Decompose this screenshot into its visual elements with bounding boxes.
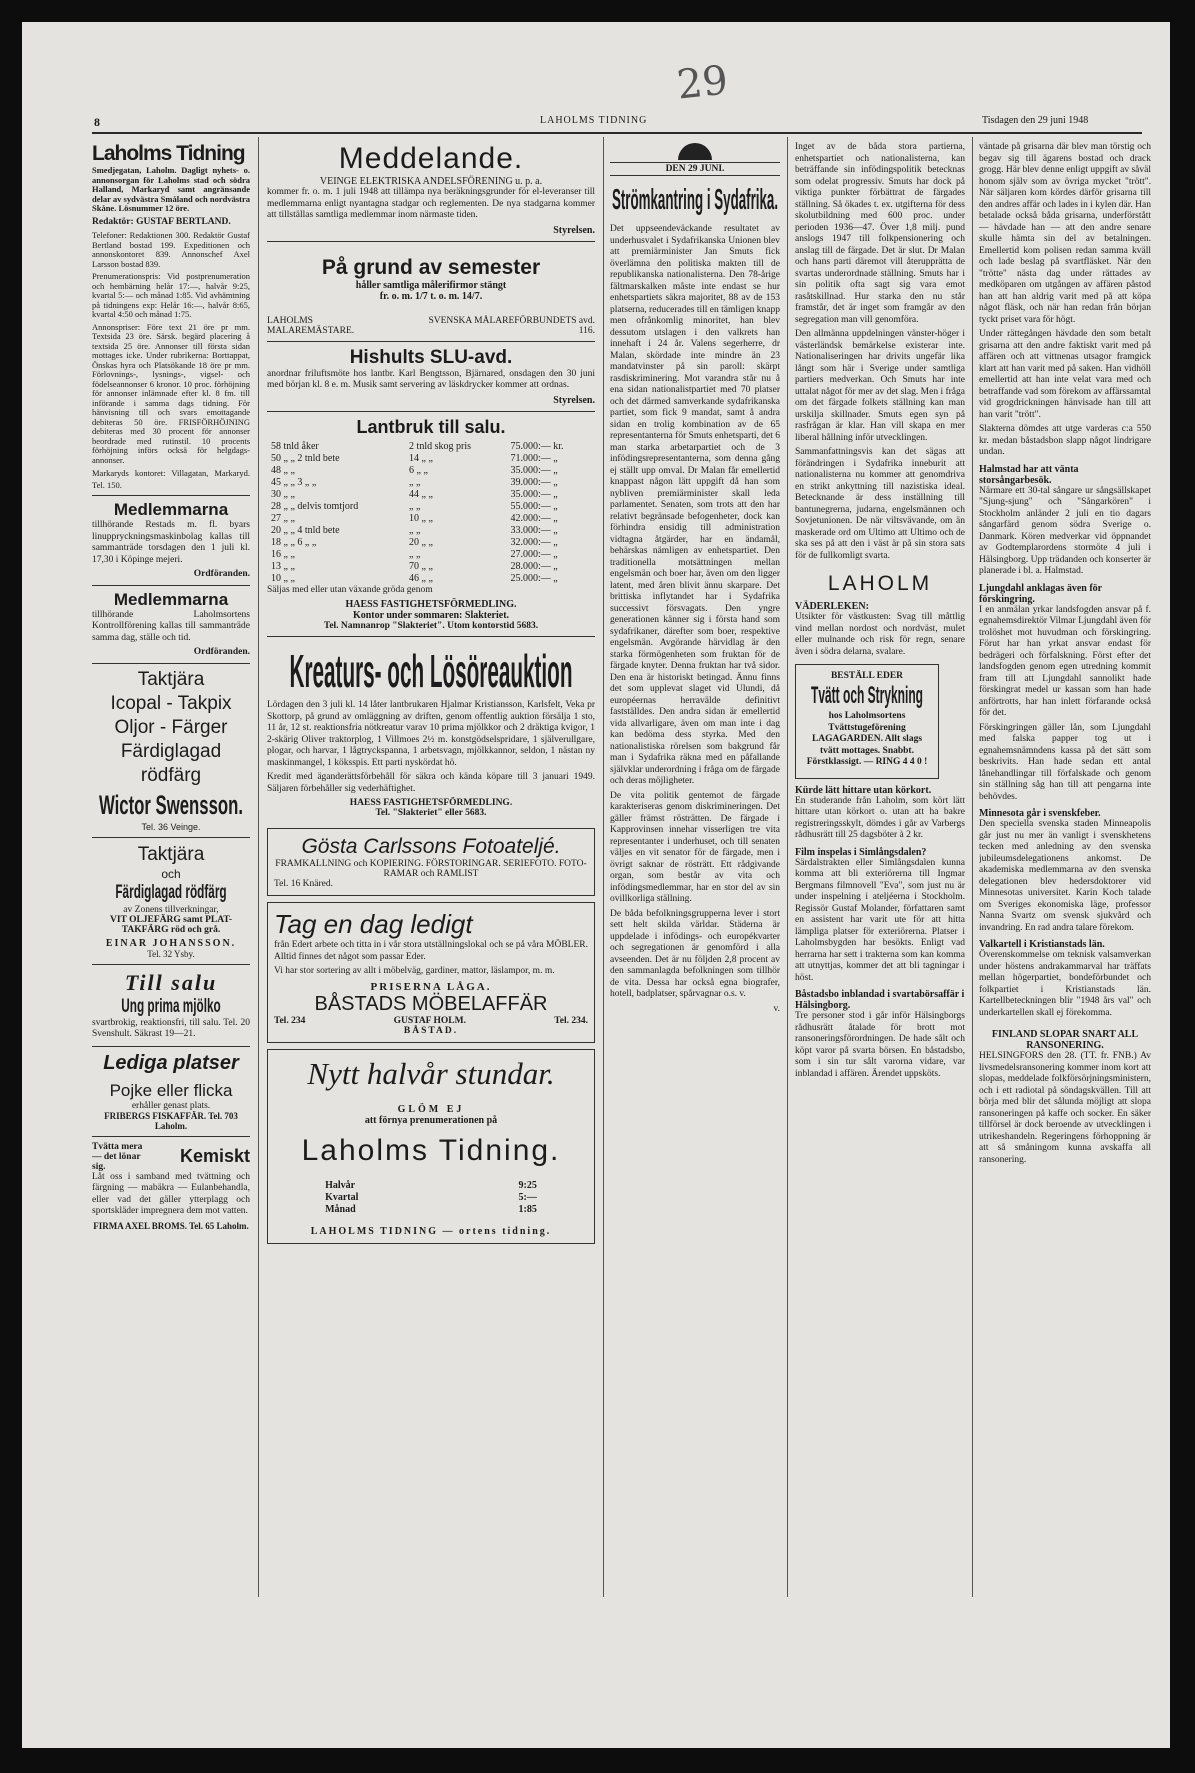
column-article xyxy=(610,142,780,1622)
ad-text: hos Laholmsortens Tvättstugeförening LAGAGARDEN. Allt slags tvätt mottages. Snabbt. Förstklassigt. — RING 4 4 0 ! xyxy=(806,711,928,767)
price-value: 1:85 xyxy=(518,1203,537,1215)
page-date: Tisdagen den 29 juni 1948 xyxy=(982,115,1089,126)
farm-listing-cell: 32.000:— „ xyxy=(510,536,558,548)
ad-text: anordnar friluftsmöte hos lantbr. Karl Bengtsson, Bjärnared, onsdagen den 30 juni med början kl. 8 e. m. Musik samt servering av läskdrycker kommer att ordnas. xyxy=(267,368,595,390)
article-body: Den allmänna uppdelningen vänster-höger i västerländsk bemärkelse existerar inte. Nationaliseringen har drivits ungefär lika långt som här i Sverige under samtliga partiers medverkan. Och Smuts har inte uttalat något för mer av det slag. Men i fråga om det färgade folkets ställning kan man urskilja skillnader. Smuts egen syn på rasfrågan är klar. Han vill skapa en mer liberal hållning inför utvecklingen. xyxy=(795,329,965,443)
ad-text: från Edert arbete och titta in i vår stora utställningslokal och se på våra MÖBLER. Alltid finnes det något som passar Eder. xyxy=(274,940,588,962)
ad-product-line: och xyxy=(161,866,181,881)
ad-text: BESTÄLL EDER xyxy=(830,671,904,681)
farm-listing-cell: 6 „ „ xyxy=(409,464,428,476)
ad-phone: Tel. 16 Knäred. xyxy=(274,879,333,889)
farm-listing-cell: 20 „ „ xyxy=(409,536,433,548)
ad-text: Lördagen den 3 juli kl. 14 låter lantbrukaren Hjalmar Kristiansson, Karlsfelt, Veka pr Skottorp, på grund av omläggning av driften, genom offentlig auktion försälja 1 sto, 11 år, 12 st. reaktionsfria nötkreatur varav 10 prima mjölkkor och 2 dräktiga kvigor, 1 2-skärig Oliver traktorplog, 1 Villmoes 2½ m. konstgödselspridare, 1 själverullgare, plogar, och harvar, 1 lågtryckspanna, 1 arbetsvagn, mjölkkannor, seldon, 1 nästan ny maskinmangel, 1 köksspis. Ett parti nyskördat hö. xyxy=(267,700,595,768)
farm-listing-table xyxy=(267,441,595,585)
farm-listing-cell: 71.000:— „ xyxy=(510,452,558,464)
news-heading: Minnesota går i svenskfeber. xyxy=(979,808,1101,819)
ad-phone: Tel. 32 Ysby. xyxy=(147,948,195,959)
article-body: De båda befolkningsgrupperna lever i stort sett helt skilda världar. Städerna är uppdelade i infödings- och europékvarter och segregationen är genomförd i alla avseenden. Det är nu följden 2,8 procent av den sammanlagda befolkningen som tillhör de vita. Dessa har också egna biografer, hotell, badplatser, spårvagnar o.s. v. xyxy=(610,908,780,999)
date-heading: DEN 29 JUNI. xyxy=(610,162,780,176)
ad-lantbruk xyxy=(267,417,595,632)
farm-listing-cell: 28 „ „ delvis tomtjord xyxy=(271,500,359,512)
ad-text: Säljas med eller utan växande gröda genom xyxy=(267,584,433,595)
ad-city: BÅSTAD. xyxy=(403,1025,459,1036)
news-heading: Båstadsbo inblandad i svartabörsaffär i Hälsingborg. xyxy=(795,989,965,1011)
farm-listing-cell: 42.000:— „ xyxy=(510,512,558,524)
ad-text: PRISERNA LÅGA. xyxy=(370,980,492,993)
farm-listing-row xyxy=(267,561,595,573)
ad-auktion xyxy=(267,642,595,818)
farm-listing-cell: 2 tnld skog pris xyxy=(409,440,471,452)
farm-listing-row xyxy=(267,477,595,489)
ad-heading: Lantbruk till salu. xyxy=(356,416,506,437)
farm-listing-row xyxy=(267,465,595,477)
article-sign: v. xyxy=(773,1003,780,1014)
news-heading: Halmstad har att vänta storsångarbesök. xyxy=(979,463,1079,486)
meeting-notice-text: tillhörande Restads m. fl. byars linuppryckningsmaskinbolag kallas till sammanträde torsdagen den 1 juli kl. 17,30 i Köpinge mejeri. xyxy=(92,520,250,565)
farm-listing-cell: 75.000:— kr. xyxy=(510,440,564,452)
ad-heading: Tvätt och Strykning xyxy=(810,682,924,709)
farm-listing-cell: 46 „ „ xyxy=(409,572,433,584)
ad-heading: Till salu xyxy=(124,969,218,995)
ad-firm-name: Wictor Swensson. xyxy=(98,789,244,820)
news-heading: FINLAND SLOPAR SNART ALL RANSONERING. xyxy=(991,1029,1139,1051)
ad-wictor-swensson xyxy=(92,668,250,832)
farm-listing-cell: 18 „ „ 6 „ „ xyxy=(271,536,317,548)
ad-firm-name: HAESS FASTIGHETSFÖRMEDLING. xyxy=(345,599,517,610)
ad-sign: Styrelsen. xyxy=(553,224,595,236)
ad-product-line: rödfärg xyxy=(140,764,202,786)
farm-listing-cell: 10 „ „ xyxy=(409,512,433,524)
news-heading: Ljungdahl anklagas även för förskingring. xyxy=(979,582,1102,605)
farm-listing-row xyxy=(267,489,595,501)
column-rule xyxy=(787,137,788,1597)
ad-heading: Gösta Carlssons Fotoateljé. xyxy=(301,835,561,858)
ad-product-line: Taktjära xyxy=(137,668,205,690)
ad-product-line: av Zonens tillverkningar, xyxy=(123,904,219,915)
price-period: Månad xyxy=(325,1203,356,1215)
farm-listing-row xyxy=(267,525,595,537)
farm-listing-cell: „ „ xyxy=(409,500,421,512)
meeting-notice-title: Medlemmarna xyxy=(113,500,229,519)
sun-emblem xyxy=(610,142,780,162)
farm-listing-cell: „ „ xyxy=(409,548,421,560)
ad-mobelaffar xyxy=(267,902,595,1043)
ad-heading: Hishults SLU-avd. xyxy=(349,346,513,368)
ad-text: Vi har stor sortering av allt i möbelväg, gardiner, mattor, läslampor, m. m. xyxy=(274,966,555,976)
ad-product-line: Ung prima mjölko xyxy=(121,995,221,1017)
news-heading: Film inspelas i Simlångsdalen? xyxy=(795,846,927,858)
farm-listing-cell: 70 „ „ xyxy=(409,560,433,572)
ad-tvatt xyxy=(795,664,939,779)
sun-icon xyxy=(670,142,720,160)
farm-listing-cell: 16 „ „ xyxy=(271,548,295,560)
farm-listing-cell: 30 „ „ xyxy=(271,488,295,500)
page-number: 8 xyxy=(94,115,100,129)
farm-listing-cell: 27.000:— „ xyxy=(510,548,558,560)
farm-listing-cell: 28.000:— „ xyxy=(510,560,558,572)
ad-sign: LAHOLMS MALAREMÄSTARE. xyxy=(267,315,355,336)
ad-text: Kontor under sommaren: Slakteriet. xyxy=(352,610,510,621)
ad-text: Tvätta mera — det lönar sig. xyxy=(92,1141,143,1172)
ad-einar-johansson xyxy=(92,843,250,959)
ad-product-line: Icopal - Takpix xyxy=(110,692,232,714)
farm-listing-row xyxy=(267,573,595,585)
ad-owner: GUSTAF HOLM. xyxy=(393,1015,466,1026)
news-body: En studerande från Laholm, som kört lätt hittare utan körkort o. utan att ha bakre registreringsskylt, dömdes i går av Varbergs rådhusrätt till 25 dagsböter à 2 kr. xyxy=(795,795,965,840)
ad-heading: Lediga platser xyxy=(103,1051,239,1074)
farm-listing-cell: 25.000:— „ xyxy=(510,572,558,584)
news-heading: Valkartell i Kristianstads län. xyxy=(979,939,1105,950)
ad-text: fr. o. m. 1/7 t. o. m. 14/7. xyxy=(379,290,483,302)
ad-text: LAHOLMS TIDNING — ortens tidning. xyxy=(310,1225,552,1237)
farm-listing-cell: 58 tnld åker xyxy=(271,440,319,452)
ad-text: håller samtliga målerifirmor stängt xyxy=(355,279,507,291)
ad-meddelande xyxy=(267,142,595,236)
running-head: LAHOLMS TIDNING xyxy=(540,115,648,126)
column-rule xyxy=(972,137,973,1597)
ad-product-line: Oljor - Färger xyxy=(114,716,228,738)
news-body: Slakterna dömdes att utge varderas c:a 550 kr. medan båstadsbon slapp något lindrigare undan. xyxy=(979,424,1151,457)
ad-text: GLÖM EJ xyxy=(397,1103,465,1115)
newspaper-page xyxy=(22,22,1170,1748)
meeting-notice-sign: Ordföranden. xyxy=(193,647,250,657)
price-value: 5:— xyxy=(518,1191,537,1203)
ad-phone: Tel. "Slakteriet" eller 5683. xyxy=(375,808,487,818)
ad-product-line: Färdiglagad xyxy=(120,740,222,762)
news-body: Utsikter för västkusten: Svag till måttlig vind mellan nordost och nordväst, mulet eller mulnande och risk för regn, senare även i södra delarna, svalare. xyxy=(795,612,965,657)
masthead-title: Laholms Tidning xyxy=(92,142,245,165)
news-body: Tre personer stod i går inför Hälsingborgs rådhusrätt åtalade för brott mot ransoneringsförordningen. De hade sålt och köpt varor på svarta börsen. En båstadsbo, som i sin tur sålt varorna vidare, var inblandad i affären. Ärendet uppsköts. xyxy=(795,1011,965,1079)
meeting-notice-sign: Ordföranden. xyxy=(193,569,250,579)
phone-numbers: Telefoner: Redaktionen 300. Redaktör Gustaf Bertland bostad 199. Expeditionen och annonskontoret 839. Annonschef Axel Larsson bostad 839. xyxy=(92,230,250,269)
farm-listing-cell: 48 „ „ xyxy=(271,464,295,476)
ad-slu xyxy=(267,347,595,406)
column-advertisements xyxy=(267,142,595,1622)
ad-product-line: Pojke eller flicka xyxy=(109,1080,233,1100)
ad-phone: Tel. Namnanrop "Slakteriet". Utom kontorstid 5683. xyxy=(323,621,539,631)
ad-fotoatelje xyxy=(267,828,595,896)
ad-heading: Kreaturs- och Lösöreauktion xyxy=(289,645,573,697)
farm-listing-cell: 39.000:— „ xyxy=(510,476,558,488)
ad-text: erhåller genast plats. xyxy=(131,1100,211,1111)
ad-lediga-platser xyxy=(92,1052,250,1131)
article-body: Sammanfattningsvis kan det sägas att förändringen i Sydafrika inneburit att nationalisterna nu kommer att genomdriva en strikt ankyttning till nazistiska ideal. Betecknande är dess inställning till bantunegrerna, judarna, engelsmännen och Sovjetunionen. De när viltsvävande, om än maskerade ord om Ultimo att Ultimo och de ska ses på att den i väst är på sin stora sats för de fullkomligt svarta. xyxy=(795,447,965,561)
ad-semester xyxy=(267,256,595,336)
article-body: Det uppseendeväckande resultatet av underhusvalet i Sydafrikanska Unionen blev att premiärminister Jan Smuts fick överlämna den politiska makten till de republikanska nationalisterna. Den 78-årige fältmarskalken måste inte endast se hur enhetspartiets säkra majoritet, 88 av de 153 platserna, reducerades till en tämligen knapp men ofrånkomlig minoritet, han blev dessutom utslagen i den valkrets han innehaft i 24 år. Valens segerherre, dr Malan, skördade inte mindre än 23 mandatvinster på sin paroll: skärpt rasdiskriminering. Mot varandra står nu å ena sidan nationalistpartiet med 70 platser och det därmed samverkande sydafrikanska partiet, som fick 9 mandat, samt å andra sidan en trolig kombination av de 65 representanterna för Smuts enhetsparti, det 6 man starka arbetarpartiet och de 3 infödingsrepresentanterna, som denna gång ej ställt upp omval. Dr Malan får emellertid knappast någon lätt uppgift då han som nybliven premiärminister skall leda parlamentet. Senaten, som trots att den har relativt begränsade befogenheter, dock kan förhindra ensidig till administration vidtagna åtgärder, har en ändamål, behärskas nämligen av enhetspartiet. Den traditionella motsättningen mellan engelsmän och boer har, även om den ligger latent, med åren blivit ännu skarpare. Det brittiska inflytandet har i Sydafrika successivt försvagats. Den yngre generationen känner sig i första hand som sydafrikaner, därefter som boer, respektive engelsmän. Avgörande härvidlag är den starka förmögenheten som fruktan för de färgade knyter. Denna fruktan har två sidor. Den ena är historiskt betingad. Ännu finns det som upplevat slaget vid Ulundi, då européernas herravälde definitivt fastställdes. Den andra sidan är emellertid vida allvarligare, även om man inte i dag kan bedöma dess styrka. Med den nationalistiska rörelsen som bakgrund får man i Sydafrika räkna med en påfallande självklar underordning i fråga om de färgade och deras möjligheter. xyxy=(610,224,780,786)
farm-listing-cell: 20 „ „ 4 tnld bete xyxy=(271,524,340,536)
news-heading: VÄDERLEKEN: xyxy=(795,601,869,612)
article-body: Inget av de båda stora partierna, enhetspartiet och nationalisterna, kan beträffande sin infödingspolitik betecknas som odelat progressiv. Smuts har dock på viktiga punkter förbättrat de färgades ställning. Så ökades t. ex. utgifterna för dess skolutbildning med 600 proc. under perioden 1936—47. Över 1,8 milj. pund anslogs 1947 till folkpensionering och anslag till de färgade. Det är slut. Dr Malan och hans parti däremot vill återupprätta de svartas underordnade ställning. Smuts har i sin politik ofta sagt sig vara emot rasåtskillnad. Hur starka den nu står framstår, det är inget som framgår av den segregation man vill genomföra. xyxy=(795,142,965,325)
ad-heading: Tag en dag ledigt xyxy=(274,909,473,939)
ad-product-line: Taktjära xyxy=(137,843,205,865)
news-body: Förskingringen gäller lån, som Ljungdahl med falska papper tog ut i egnahemsnämndens kassa på det sätt som beskrivits. Han hade sedan ett antal lånehandlingar till förfalskade och genom sin ställning såg han till att pengarna inte behövdes. xyxy=(979,722,1151,802)
ad-phone: Tel. 234. xyxy=(554,1015,588,1026)
ad-product-line: Färdiglagad rödfärg xyxy=(115,881,227,903)
ad-phone: Tel. 36 Veinge. xyxy=(141,821,201,832)
column-local-news xyxy=(795,142,965,1622)
ad-text: Kredit med äganderättsförbehåll för säkra och kända köpare till 3 januari 1949. Säljaren förbehåller sig vederhäftighet. xyxy=(267,772,595,794)
farm-listing-row xyxy=(267,501,595,513)
news-heading: Kürde lätt hittare utan körkort. xyxy=(795,784,932,796)
price-row xyxy=(321,1204,541,1216)
ad-heading: Meddelande. xyxy=(338,142,524,175)
farm-listing-row xyxy=(267,549,595,561)
farm-listing-row xyxy=(267,537,595,549)
ad-firm-name: BÅSTADS MÖBELAFFÄR xyxy=(314,992,548,1015)
price-row xyxy=(321,1192,541,1204)
column-rule xyxy=(603,137,604,1597)
ad-firm-name: HAESS FASTIGHETSFÖRMEDLING. xyxy=(349,798,513,808)
price-table xyxy=(321,1180,541,1216)
header-rule xyxy=(92,132,1142,134)
ad-product-line: VIT OLJEFÄRG samt PLAT-TAKFÄRG röd och grå. xyxy=(109,914,233,935)
news-body: väntade på grisarna där blev man törstig och begav sig till ägarens bostad och drack grogg. Här blev denne enligt uppgift av såväl honom själv som av övriga mycket "trött". När säljaren kom kördes därför grisarna till den andres affär och lades in i kylen där. Han betalade också båda grisarna, underförstått — hävdade han — att den andre senare skulle hämta sin del av betalningen. Emellertid kom polisen redan samma kväll och lade beslag på svartfläsket. När den "trötte" nästa dag under rättades av medköparen om utgången av affären påstod han att han aldrig varit med på att köpa något fläsk, och när han redan från början tyckt priset vara för högt. xyxy=(979,142,1151,325)
news-body: Under rättegången hävdade den som betalt grisarna att den andre faktiskt varit med på affären och att vittnenas utsagor framgick klart att han varit med på saken. Han vidhöll emellertid att han inte velat vara med och betraffande vad som förekom av affärssamtal vid grogdrickningen hänvisade han till att han varit "trött". xyxy=(979,329,1151,420)
ad-phone: Tel. 234 xyxy=(274,1015,306,1026)
farm-listing-row xyxy=(267,513,595,525)
ad-text: att förnya prenumerationen på xyxy=(364,1114,498,1126)
farm-listing-cell: 13 „ „ xyxy=(271,560,295,572)
farm-listing-cell: 44 „ „ xyxy=(409,488,433,500)
news-body: Särdalstrakten eller Simlångsdalen kunna komma att bli exteriörerna till Ingmar Bergmans filmnovell "Eva", som just nu är under inspelning i ateljéerna i Stockholm. Regissör Gustaf Molander, författaren samt en assistent har varit ute för att hitta lämpliga platser för exteriörerna. Platser i Laholmsbygden har besökts. Enligt vad herrarna har sett i trakterna som kan komma att utnyttjas, kommer det att bli tagningar i höst. xyxy=(795,857,965,983)
ad-firm-name: EINAR JOHANSSON. xyxy=(105,937,237,949)
farm-listing-cell: 27 „ „ xyxy=(271,512,295,524)
ad-heading: På grund av semester xyxy=(321,255,541,279)
ad-firm-name: FIRMA AXEL BROMS. Tel. 65 Laholm. xyxy=(93,1220,249,1231)
ad-text: Låt oss i samband med tvättning och färgning — mabäkra — Eulanbehandla, eller vad det gäller ytterplagg och sportskläder impregnera dem mot vatten. xyxy=(92,1171,250,1216)
ad-kemiskt xyxy=(92,1142,250,1231)
price-period: Kvartal xyxy=(325,1191,359,1203)
article-headline: Strömkantring i Sydafrika. xyxy=(611,184,779,216)
farm-listing-cell: 35.000:— „ xyxy=(510,464,558,476)
article-body: De vita politik gentemot de färgade karakteriseras genom diskrimineringen. Det gäller främst rösträtten. De färgade i Kapprovinsen innehar visserligen tre vita representanter i underhuset, och till senaten väljes en vit senator för de färgade, men i övrigt saknar de rösträtt. Ett rådgivande organ, som består av vita och infödingsmedlemmar, har en stor del av sin ovillkorliga ställning. xyxy=(610,790,780,904)
meeting-notice-text: tillhörande Laholmsortens Kontrollförening kallas till sammanträde samma dag, ställe och tid. xyxy=(92,609,250,643)
farm-listing-cell: „ „ xyxy=(409,476,421,488)
subscription-prices: Prenumerationspris: Vid postprenumeration och hembärning helår 17:—, halvår 9:25, kvartal 5:— och månad 1:85. Vid avhämtning på tidningens exp: Helår 16:—, halvår 8:65, kvartal 4:50 och månad 1:75. xyxy=(92,271,250,319)
ad-sign: SVENSKA MÅLAREFÖRBUNDETS avd. 116. xyxy=(428,315,595,336)
column-masthead xyxy=(92,142,250,1622)
ad-sign: Styrelsen. xyxy=(553,394,595,406)
farm-listing-cell: 10 „ „ xyxy=(271,572,295,584)
news-body: HELSINGFORS den 28. (TT. fr. FNB.) Av livsmedelsransonering kommer inom kort att slopas, meddelade folkförsörjningsministern, och i ett radiotal på söndagskvällen. Till att börja med blir det sålunda möjligt att slopa ransoneringen på kaffe och socker. En säker tillförsel är dock beroende av utvecklingen i utrikeshandeln. Regeringens förhoppning är att så småningom kunna avskaffa all ransonering. xyxy=(979,1051,1151,1165)
ad-text: svartbrokig, reaktionsfri, till salu. Tel. 20 Svenshult. Säkrast 19—21. xyxy=(92,1017,250,1039)
ad-heading: Nytt halvår stundar. xyxy=(307,1055,555,1091)
farm-listing-cell: 55.000:— „ xyxy=(510,500,558,512)
farm-listing-row xyxy=(267,453,595,465)
branch-office: Markaryds kontoret: Villagatan, Markaryd. Tel. 150. xyxy=(92,468,250,490)
editor-line: Redaktör: GUSTAF BERTLAND. xyxy=(92,216,231,227)
column-rule xyxy=(258,137,259,1597)
price-period: Halvår xyxy=(325,1179,356,1191)
ad-paper-name: Laholms Tidning. xyxy=(301,1133,561,1167)
farm-listing-cell: „ „ xyxy=(409,524,421,536)
ad-prenumeration xyxy=(267,1049,595,1244)
farm-listing-cell: 45 „ „ 3 „ „ xyxy=(271,476,317,488)
news-body: I en anmälan yrkar landsfogden ansvar på f. egnahemsdirektör Vilmar Ljungdahl även för trolöshet mot huvudman och förskingring. Förut har han yrkat ansvar endast för bedrägeri och förfalskning. Först efter det landsfogden genom egen utredning kommit fram till att Ljungdahl sannolikt hade förskingrat medel ur kassan som han hade anförtrotts, har han inlett förfarande också för det. xyxy=(979,604,1151,718)
section-heading-laholm: LAHOLM xyxy=(827,572,933,595)
ad-till-salu xyxy=(92,970,250,1041)
farm-listing-cell: 14 „ „ xyxy=(409,452,433,464)
news-body: Överenskommelse om teknisk valsamverkan under höstens andrakammarval har träffats mellan högerpartiet, bondeförbundet och folkpartiet i Kristianstads län. Kartellbeteckningen blir "1948 års val" och underkartellen skall ej förekomma. xyxy=(979,950,1151,1018)
news-body: Närmare ett 30-tal sångare ur sångsällskapet "Sjung-sjung" och "Sångarkören" i Stockholm anländer 2 juli en tio dagars sångarfärd genom södra Sverige o. Danmark. Kören medverkar vid öppnandet av Godtemplarordens stormöte 4 juli i Hälsingborg. Upp trädanden och konserter är planerade i bl. a. Halmstad. xyxy=(979,485,1151,576)
ad-firm-name: FRIBERGS FISKAFFÄR. Tel. 703 Laholm. xyxy=(104,1110,238,1131)
handwritten-page-mark: 29 xyxy=(674,57,731,109)
masthead-info: Smedjegatan, Laholm. Dagligt nyhets- o. annonsorgan för Laholms stad och södra Halland, Markaryd samt angränsande delar av sydvästra Småland och nordvästra Skåne. Lösnummer 12 öre. xyxy=(92,165,250,213)
ad-heading: Kemiskt xyxy=(179,1146,250,1166)
ad-org: VEINGE ELEKTRISKA ANDELSFÖRENING u. p. a. xyxy=(319,176,543,187)
advertising-prices: Annonspriser: Före text 21 öre pr mm. Textsida 23 öre. Särsk. begärd placering å textsida 25 öre. Annonser till första sidan mottages icke. Under rubrikerna: Borttappat, Önskas hyra och Platsökande 18 öre pr mm. Förlovnings-, lysnings-, vigsel- och födelseannonser 6 kronor. 10 proc. förhöjning för annonser inlämnade efter kl. 8 fm. till införande i samma dags tidning. För hänvisning till och svars emottagande debiteras 50 öre. FRISFÖRHÖJNING debiteras med 30 procent för annonser beordrade med rutinstil. 10 procents förhöjning införs ocksä för helgdags-annonser. xyxy=(92,321,250,465)
farm-listing-cell: 50 „ „ 2 tnld bete xyxy=(271,452,340,464)
farm-listing-cell: 35.000:— „ xyxy=(510,488,558,500)
farm-listing-row xyxy=(267,441,595,453)
meeting-notice-title: Medlemmarna xyxy=(113,589,229,609)
price-row xyxy=(321,1180,541,1192)
news-body: Den speciella svenska staden Minneapolis går just nu mer än vanligt i svenskhetens tecken med anledning av den svenska jubileumsdelegationens ankomst. De akademiska medlemmarna av den svenska delegationen blev hedersdoktorer vid Minnesotas universitet. Karin Koch talade om Sveriges ekonomiska läge, professor Nanna Svartz om svensk sjukvård och invandring. En rad andra talare förekom. xyxy=(979,819,1151,933)
column-news-briefs xyxy=(979,142,1151,1622)
price-value: 9:25 xyxy=(518,1179,537,1191)
ad-text: kommer fr. o. m. 1 juli 1948 att tillämpa nya beräkningsgrunder för el-leveranser till medlemmarna enligt nyantagna stadgar och reglementen. De nya stadgarna kommer att tillställas samtliga medlemmar inom närmaste tiden. xyxy=(267,187,595,220)
farm-listing-cell: 33.000:— „ xyxy=(510,524,558,536)
ad-text: FRAMKALLNING och KOPIERING. FÖRSTORINGAR. SERIEFOTO. FOTO-RAMAR och RAMLIST xyxy=(275,859,587,879)
